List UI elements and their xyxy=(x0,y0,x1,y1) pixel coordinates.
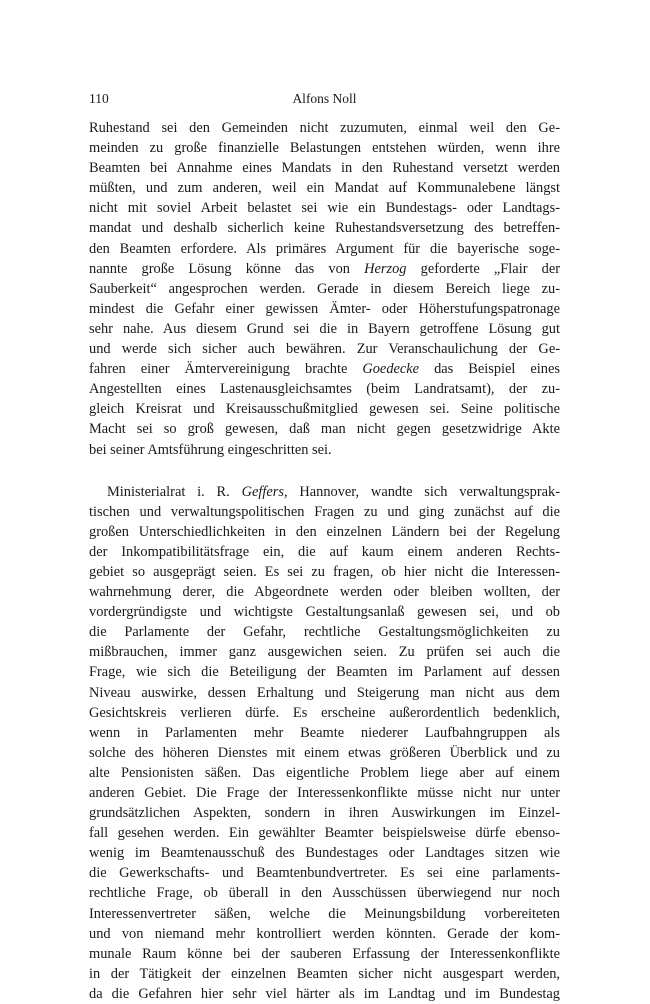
text-line xyxy=(89,763,560,783)
text-run: , Hannover, wandte sich verwaltungsprak- xyxy=(283,483,560,500)
text-line xyxy=(89,683,560,703)
text-run: Macht sei so groß gewesen, daß man nicht gegen gesetzwidrige Akte xyxy=(89,421,560,438)
text-line xyxy=(89,723,560,743)
text-line xyxy=(89,399,560,419)
text-run: die Parlamente der Gefahr, rechtliche Gestaltungsmöglichkeiten zu xyxy=(89,624,560,641)
text-line xyxy=(89,319,560,339)
text-run: fall gesehen werden. Ein gewählter Beamter beispielsweise dürfe ebenso- xyxy=(89,825,560,842)
text-line xyxy=(89,502,560,522)
body-text xyxy=(89,118,560,1004)
text-line xyxy=(89,339,560,359)
italic-name: Geffers xyxy=(241,483,284,500)
text-line xyxy=(89,883,560,903)
text-line xyxy=(89,703,560,723)
text-run: mandat und deshalb sicherlich keine Ruhestandsversetzung des betreffen- xyxy=(89,220,560,237)
text-line xyxy=(89,944,560,964)
text-run: geforderte „Flair der xyxy=(406,260,561,277)
text-line xyxy=(89,662,560,682)
paragraph xyxy=(89,118,560,460)
text-line xyxy=(89,823,560,843)
text-line xyxy=(89,259,560,279)
text-run: sehr nahe. Aus diesem Grund sei die in Bayern getroffene Lösung gut xyxy=(89,320,560,337)
page-header xyxy=(89,88,560,110)
text-line xyxy=(89,984,560,1004)
text-line xyxy=(89,803,560,823)
page-number: 110 xyxy=(89,91,109,106)
text-line xyxy=(89,359,560,379)
text-line xyxy=(89,743,560,763)
text-line xyxy=(89,158,560,178)
text-run: großen Unterschiedlichkeiten in den einzelnen Ländern bei der Regelung xyxy=(89,523,560,540)
text-line xyxy=(89,562,560,582)
paragraph-gap xyxy=(89,460,560,482)
book-page xyxy=(89,88,560,1004)
text-run: mindest die Gefahr einer gewissen Ämter- oder Höherstufungspatronage xyxy=(89,300,560,317)
text-run: anderen Gebiet. Die Frage der Interessenkonflikte müsse nicht nur unter xyxy=(89,785,560,801)
text-line xyxy=(89,198,560,218)
text-run: und von niemand mehr kontrolliert werden könnten. Gerade der kom- xyxy=(89,925,560,942)
paragraph xyxy=(89,482,560,1004)
text-line xyxy=(89,419,560,439)
text-line xyxy=(89,522,560,542)
text-line xyxy=(89,299,560,319)
text-run: mißbrauchen, immer ganz ausgewichen seien. Zu prüfen sei auch die xyxy=(89,644,560,661)
text-run: grundsätzlichen Aspekten, sondern in ihren Auswirkungen im Einzel- xyxy=(89,805,560,822)
text-line xyxy=(89,279,560,299)
text-run: wenn in Parlamenten mehr Beamte niederer Laufbahngruppen als xyxy=(89,724,560,741)
text-run: Interessenvertreter säßen, welche die Meinungsbildung vorbereiteten xyxy=(89,905,560,922)
text-run: in der Tätigkeit der einzelnen Beamten sicher nicht ausgespart werden, xyxy=(89,965,560,982)
italic-name: Herzog xyxy=(364,260,407,277)
text-line xyxy=(89,482,560,502)
text-run: Gesichtskreis verlieren dürfe. Es erscheine außerordentlich bedenklich, xyxy=(89,704,560,721)
text-run: Frage, wie sich die Beteiligung der Beamten im Parlament auf dessen xyxy=(89,664,560,681)
text-run: nannte große Lösung könne das von xyxy=(89,260,365,277)
text-run: wahrnehmung derer, die Abgeordnete werden oder bleiben wollten, der xyxy=(89,584,560,601)
text-run: den Beamten erfordere. Als primäres Argument für die bayerische soge- xyxy=(89,240,560,257)
text-run: wenig im Beamtenausschuß des Bundestages oder Landtages sitzen wie xyxy=(89,845,560,862)
text-line xyxy=(89,863,560,883)
text-line xyxy=(89,218,560,238)
text-line xyxy=(89,379,560,399)
text-run: gebiet so ausgeprägt seien. Es sei zu fragen, ob hier nicht die Interessen- xyxy=(89,563,560,580)
text-run: Niveau auswirke, dessen Erhaltung und Steigerung man nicht aus dem xyxy=(89,684,560,701)
text-run: fahren einer Ämtervereinigung brachte xyxy=(89,361,363,378)
text-line xyxy=(89,622,560,642)
running-head: Alfons Noll xyxy=(292,91,357,106)
text-run: müßten, und zum anderen, weil ein Mandat auf Kommunalebene längst xyxy=(89,180,560,197)
text-line xyxy=(89,239,560,259)
text-line xyxy=(89,843,560,863)
text-run: meinden zu große finanzielle Belastungen entstehen würden, wenn ihre xyxy=(89,140,560,157)
text-line xyxy=(89,178,560,198)
text-line xyxy=(89,138,560,158)
text-line xyxy=(89,642,560,662)
text-line xyxy=(89,440,560,460)
text-run: vordergründigste und wichtigste Gestaltungsanlaß gewesen sei, und ob xyxy=(89,604,560,621)
text-run: nicht mit soviel Arbeit belastet sei wie ein Bundestags- oder Landtags- xyxy=(89,200,560,217)
text-line xyxy=(89,964,560,984)
text-run: Ministerialrat i. R. xyxy=(107,483,242,500)
text-run: Sauberkeit“ angesprochen werden. Gerade in diesem Bereich liege zu- xyxy=(89,280,560,297)
text-run: die Gewerkschafts- und Beamtenbundvertreter. Es sei eine parlaments- xyxy=(89,865,560,882)
text-run: alte Pensionisten säßen. Das eigentliche Problem liege aber auf einem xyxy=(89,764,560,781)
text-run: Angestellten eines Lastenausgleichsamtes (beim Landratsamt), der zu- xyxy=(89,381,560,398)
text-run: tischen und verwaltungspolitischen Fragen zu und ging zunächst auf die xyxy=(89,503,560,520)
text-run: munale Raum könne bei der sauberen Erfassung der Interessenkonflikte xyxy=(89,945,560,962)
text-run: Ruhestand sei den Gemeinden nicht zuzumuten, einmal weil den Ge- xyxy=(89,120,560,136)
text-run: Beamten bei Annahme eines Mandats in den Ruhestand versetzt werden xyxy=(89,160,560,177)
text-run: solche des höheren Dienstes mit einem etwas größeren Überblick und zu xyxy=(89,744,560,761)
italic-name: Goedecke xyxy=(362,361,420,378)
text-line xyxy=(89,904,560,924)
text-run: gleich Kreisrat und Kreisausschußmitglied gewesen sei. Seine politische xyxy=(89,401,560,418)
text-run: der Inkompatibilitätsfrage ein, die auf kaum einem anderen Rechts- xyxy=(89,543,560,560)
text-line xyxy=(89,602,560,622)
text-run: da die Gefahren hier sehr viel härter als im Landtag und im Bundestag xyxy=(89,985,560,1002)
text-run: bei seiner Amtsführung eingeschritten sei. xyxy=(89,441,332,458)
text-line xyxy=(89,118,560,138)
text-line xyxy=(89,924,560,944)
text-line xyxy=(89,582,560,602)
text-line xyxy=(89,783,560,803)
text-run: und werde sich sicher auch bewähren. Zur Veranschaulichung der Ge- xyxy=(89,341,560,358)
text-run: rechtliche Frage, ob überall in den Ausschüssen überwiegend nur noch xyxy=(89,885,560,902)
text-line xyxy=(89,542,560,562)
text-run: das Beispiel eines xyxy=(419,361,560,378)
